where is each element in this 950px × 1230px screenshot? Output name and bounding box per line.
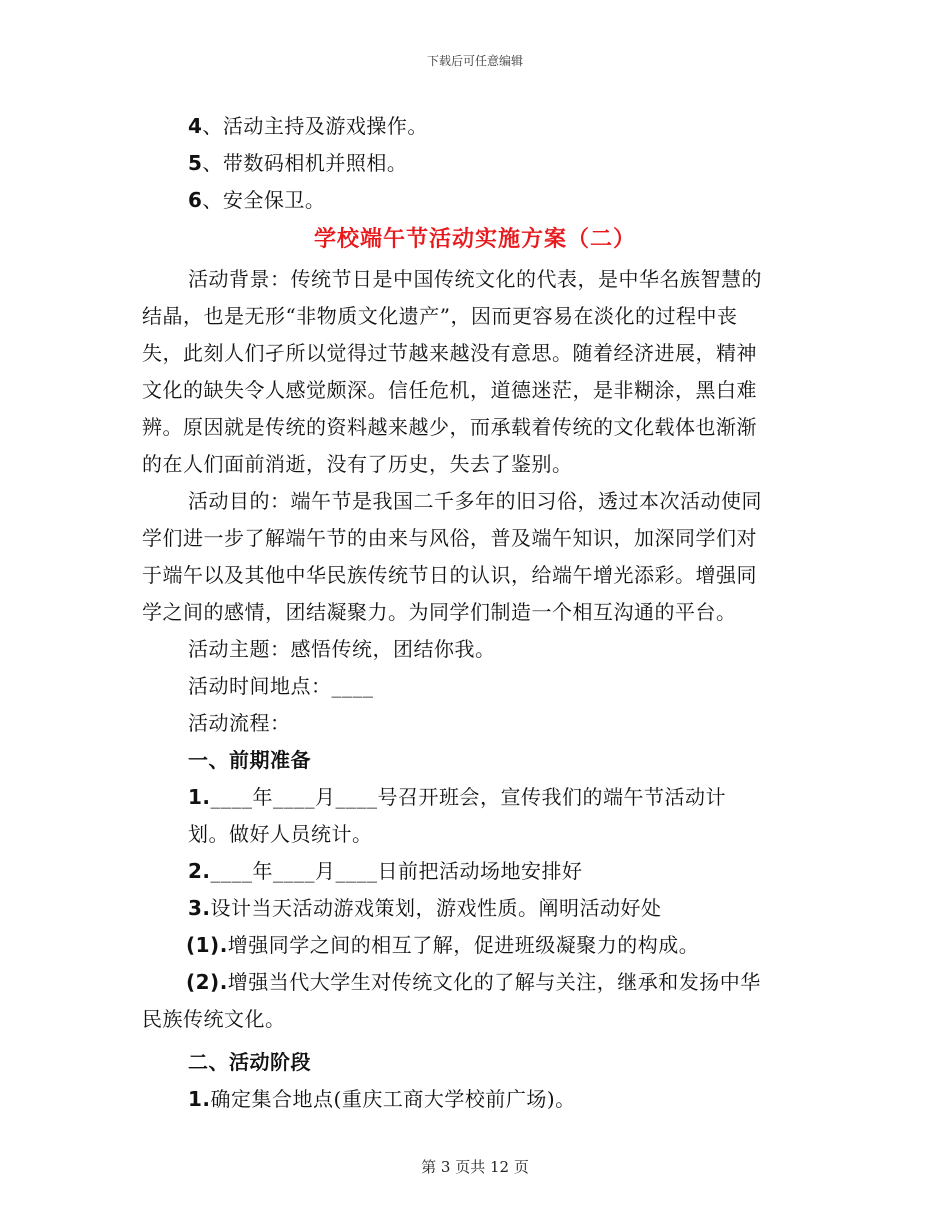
paragraph-line: 结晶，也是无形“非物质文化遗产”，因而更容易在淡化的过程中丧 <box>142 304 738 328</box>
subitem-text: 增强当代大学生对传统文化的了解与关注，继承和发扬中华 <box>227 970 761 994</box>
page-footer: 第 3 页共 12 页 <box>421 1158 529 1176</box>
section-title: 学校端午节活动实施方案（二） <box>313 227 636 252</box>
purpose-paragraph <box>142 483 808 631</box>
item-text: ____年____月____号召开班会，宣传我们的端午节活动计 <box>210 785 727 809</box>
prep-item-1-continued: 划。做好人员统计。 <box>188 822 373 846</box>
activity-theme: 活动主题：感悟传统，团结你我。 <box>188 637 496 661</box>
background-paragraph <box>142 261 808 483</box>
item-text: 确定集合地点(重庆工商大学校前广场)。 <box>210 1087 576 1111</box>
paragraph-line: 学之间的感情，团结凝聚力。为同学们制造一个相互沟通的平台。 <box>142 600 737 624</box>
prep-subitem-1 <box>142 927 808 964</box>
list-item <box>142 145 808 182</box>
subitem-number: (2). <box>186 970 228 994</box>
item-number: 3. <box>188 896 211 920</box>
list-number: 4 <box>188 114 203 138</box>
item-number: 2. <box>188 859 211 883</box>
prep-item-3 <box>142 890 808 927</box>
prep-item-2 <box>142 853 808 890</box>
paragraph-line: 失，此刻人们孑所以觉得过节越来越没有意思。随着经济进展，精神 <box>142 341 757 365</box>
list-text: 、安全保卫。 <box>202 188 326 212</box>
paragraph-line: 的在人们面前消逝，没有了历史，失去了鉴别。 <box>142 452 573 476</box>
list-item <box>142 182 808 219</box>
item-text: 设计当天活动游戏策划，游戏性质。阐明活动好处 <box>210 896 662 920</box>
document-body <box>142 108 808 1118</box>
item-text: ____年____月____日前把活动场地安排好 <box>210 859 583 883</box>
prep-item-1 <box>142 779 808 816</box>
subitem-text: 增强同学之间的相互了解，促进班级凝聚力的构成。 <box>227 933 700 957</box>
activity-item-1 <box>142 1081 808 1118</box>
item-number: 1. <box>188 1087 211 1111</box>
list-number: 6 <box>188 188 203 212</box>
paragraph-line: 活动目的：端午节是我国二千多年的旧习俗，透过本次活动使同 <box>188 489 762 513</box>
list-text: 、带数码相机并照相。 <box>202 151 408 175</box>
prep-subitem-2 <box>142 964 808 1001</box>
paragraph-line: 活动背景：传统节日是中国传统文化的代表，是中华名族智慧的 <box>188 267 762 291</box>
section-heading-preparation: 一、前期准备 <box>188 748 311 772</box>
activity-time-place: 活动时间地点：____ <box>188 674 374 698</box>
page-header: 下载后可任意编辑 <box>426 54 523 68</box>
item-number: 1. <box>188 785 211 809</box>
list-item <box>142 108 808 145</box>
list-number: 5 <box>188 151 203 175</box>
paragraph-line: 文化的缺失令人感觉颇深。信任危机，道德迷茫，是非糊涂，黑白难 <box>142 378 757 402</box>
paragraph-line: 于端午以及其他中华民族传统节日的认识，给端午增光添彩。增强同 <box>142 563 757 587</box>
list-text: 、活动主持及游戏操作。 <box>202 114 428 138</box>
activity-process: 活动流程： <box>188 711 291 735</box>
paragraph-line: 学们进一步了解端午节的由来与风俗，普及端午知识，加深同学们对 <box>142 526 757 550</box>
paragraph-line: 辨。原因就是传统的资料越来越少，而承载着传统的文化载体也渐渐 <box>142 415 757 439</box>
subitem-number: (1). <box>186 933 228 957</box>
prep-subitem-2-continued: 民族传统文化。 <box>142 1007 286 1031</box>
section-heading-activity: 二、活动阶段 <box>188 1050 311 1074</box>
